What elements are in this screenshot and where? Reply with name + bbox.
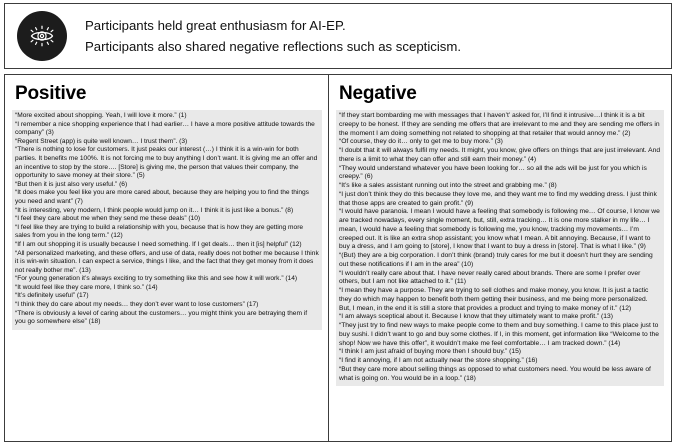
quote-item: “I remember a nice shopping experience that I had earlier… I have a more positive attitude towards the company” (3) [15, 120, 315, 137]
quote-item: “If I am out shopping it is usually because I need something. If I get deals… then it [is] helpful” (12) [15, 240, 302, 248]
quote-item: “It is interesting, very modern, I think people would jump on it… I think it is just like a bonus.” (8) [15, 206, 294, 214]
quote-item: “There is obviously a level of caring about the customers… you might think you are betraying them if you go somewhere else” (18) [15, 309, 308, 326]
quote-item: “More excited about shopping. Yeah, I will love it more.” (1) [15, 112, 187, 119]
quote-item: “I feel like they are trying to build a relationship with you, because that is how they are getting more sales from you in the long term.” (12) [15, 223, 304, 240]
quote-item: “It would feel like they care more, I think so.” (14) [15, 283, 158, 291]
column-negative [329, 75, 671, 441]
quote-item: “If they start bombarding me with messages that I haven’t’ asked for, I’ll find it intrusive…I think it is a bit creepy to be honest. If they are sending me offers that are irrelevant to me and they are sending me offers in the moment I am doing something not related to shopping at that retailer that would annoy me.” (2) [339, 112, 660, 137]
header-line-1: Participants held great enthusiasm for AI-EP. [85, 18, 346, 33]
quote-item: “It’s like a sales assistant running out into the street and grabbing me.” (8) [339, 182, 557, 189]
quote-item: “I think I am just afraid of buying more then I should buy.” (15) [339, 348, 522, 356]
eye-insight-icon [17, 11, 67, 61]
quote-item: “(But) they are a big corporation. I don’t think (brand) truly cares for me but it doesn’t hurt they are sending out these notifications if I am in the area” (10) [339, 252, 653, 268]
quote-item: “I doubt that it will always fulfil my needs. It might, you know, give offers on things that are just irrelevant. And there is a limit to what they can offer and still earn their money.” (4) [339, 147, 661, 163]
positive-quote-block [12, 110, 322, 330]
quote-item: “I am always sceptical about it. Because I know that they ultimately want to make profit.” (13) [339, 313, 613, 321]
quote-item: “They just try to find new ways to make people come to them and buy something. I came to this place just to buy sushi. I didn’t want to go and buy some clothes. If I, in this moment, get information like “Welcome to the shop! Now we have this offer”, it wouldn’t make me feel comfortable… I am tracked down.” (14) [339, 322, 659, 347]
quote-item: “There is nothing to lose for customers. It just peaks our interest (…) I think it is a win-win for both parties. It benefits me 100%. It is not forcing me to buy anything I don’t want. It is giving me an offer and an incentive to stop by the store…. [Store] is giving me, the person that values their company, the opportunity to save money at their store.” (5) [15, 146, 318, 180]
quote-item: “They would understand whatever you have been looking for… so all the ads will be just for you which is creepy.” (6) [339, 164, 647, 181]
quote-item: “I would have paranoia. I mean I would have a feeling that somebody is following me… Of course, I know we are tracked nowadays, every single moment, but, still, extra tracking… It is one more stalker in my life… I mean, I would have a feeling that somebody is following me, you know, tracking my movements… I’m creeped out. It is like an extra shop assistant; you know what I mean. A bit annoying. Because, if I want to buy a dress, and I am going to [store], I know that I want to buy a dress in [store]. That is what I like.” (9) [339, 208, 660, 251]
quote-item: “All personalized marketing, and these offers, and use of data, really does not bother me because I think it is win-win situation. I can expect a service, things I like, and the fact that they get money from it does not really bother me”. (13) [15, 249, 319, 274]
quote-item: “Of course, they do it… only to get me to buy more.” (3) [339, 138, 503, 146]
quote-item: “I wouldn’t really care about that. I have never really cared about brands. There are some I prefer over others, but I am not like attached to it.” (11) [339, 269, 641, 286]
quote-item: “But they care more about selling things as opposed to what customers need. You would be less aware of what is going on. You would be in a loop.” (18) [339, 365, 651, 382]
header-text [85, 18, 461, 54]
quote-item: “For young generation it’s always exciting to try something like this and see how it will work.” (14) [15, 275, 298, 283]
quote-item: “I just don’t think they do this because they love me, and they want me to find my wedding dress. I just think that those apps are created to gain profit.” (9) [339, 190, 657, 207]
header-panel [4, 3, 672, 69]
column-positive [5, 75, 329, 441]
quote-item: “It does make you feel like you are more cared about, because they are helping you to find the things you need and want” (7) [15, 189, 309, 205]
column-title-positive: Positive [15, 83, 87, 104]
quote-item: “I find it annoying, if I am not actually near the store shopping.” (16) [339, 357, 538, 364]
negative-quote-block [336, 110, 664, 386]
column-title-negative: Negative [339, 83, 417, 104]
quote-columns [4, 74, 672, 442]
header-line-2: Participants also shared negative reflections such as scepticism. [85, 39, 462, 54]
quote-item: “It’s definitely useful” (17) [15, 292, 89, 300]
quote-item: “I think they do care about my needs… they don’t ever want to lose customers” (17) [15, 301, 259, 309]
quote-item: “Regent Street (app) is quite well known… I trust them”. (3) [15, 137, 188, 145]
quote-item: “I feel they care about me when they send me these deals” (10) [15, 215, 201, 223]
quote-item: “But then it is just also very useful.” (6) [15, 180, 128, 188]
quote-item: “I mean they have a purpose. They are trying to sell clothes and make money, you know. It is just a tactic they do which may happen to benefit both them getting their business, and me being more personalized. But, I mean, in the end it is still a store that provides a product and trying to make money of it.” (12) [339, 287, 649, 312]
